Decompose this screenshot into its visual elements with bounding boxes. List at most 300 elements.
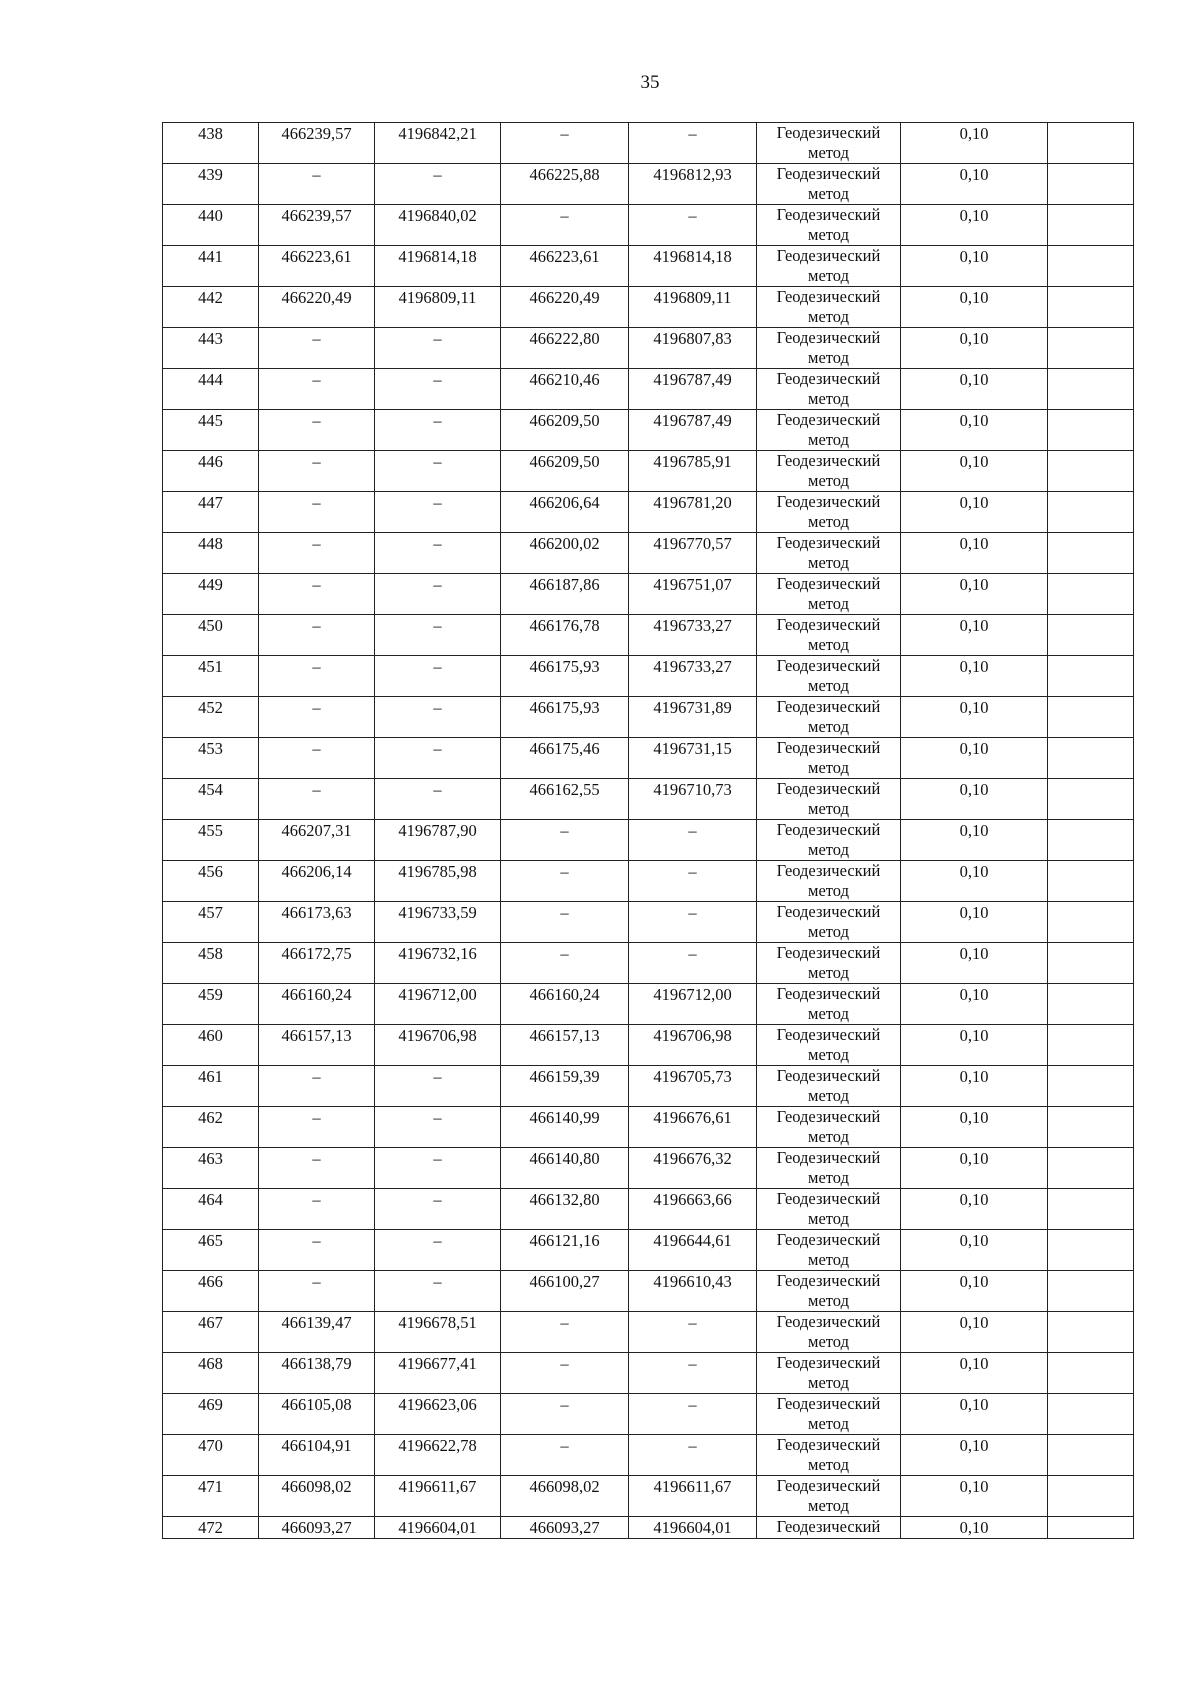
refined-x-cell: – [501, 902, 629, 943]
method-line1: Геодезический [776, 1394, 881, 1413]
accuracy-cell: 0,10 [901, 902, 1048, 943]
refined-x-cell: 466210,46 [501, 369, 629, 410]
method-line2: метод [808, 1332, 849, 1351]
existing-x-cell: – [259, 492, 375, 533]
accuracy-cell: 0,10 [901, 1476, 1048, 1517]
existing-x-cell: 466139,47 [259, 1312, 375, 1353]
refined-x-cell: – [501, 943, 629, 984]
refined-x-cell: – [501, 123, 629, 164]
method-line2: метод [808, 512, 849, 531]
method-line2: метод [808, 1004, 849, 1023]
refined-x-cell: 466098,02 [501, 1476, 629, 1517]
method-line2: метод [808, 881, 849, 900]
description-cell [1048, 246, 1134, 287]
existing-y-cell: – [375, 574, 501, 615]
method-line2: метод [808, 553, 849, 572]
method-line1: Геодезический [776, 1353, 881, 1372]
description-cell [1048, 1312, 1134, 1353]
method-line2: метод [808, 1455, 849, 1474]
existing-y-cell: – [375, 164, 501, 205]
point-number-cell: 438 [163, 123, 259, 164]
method-line2: метод [808, 1291, 849, 1310]
existing-x-cell: 466223,61 [259, 246, 375, 287]
table-row [163, 1476, 1134, 1517]
existing-y-cell: – [375, 533, 501, 574]
method-line1: Геодезический [776, 369, 881, 388]
description-cell [1048, 1066, 1134, 1107]
accuracy-cell: 0,10 [901, 656, 1048, 697]
method-line1: Геодезический [776, 164, 881, 183]
refined-y-cell: 4196787,49 [629, 410, 757, 451]
refined-y-cell: 4196706,98 [629, 1025, 757, 1066]
method-cell [757, 1066, 901, 1107]
method-cell [757, 123, 901, 164]
refined-x-cell: 466157,13 [501, 1025, 629, 1066]
refined-x-cell: 466209,50 [501, 451, 629, 492]
refined-x-cell: – [501, 1353, 629, 1394]
table-row [163, 574, 1134, 615]
method-cell [757, 1025, 901, 1066]
existing-y-cell: 4196732,16 [375, 943, 501, 984]
method-line2: метод [808, 348, 849, 367]
method-line2: метод [808, 430, 849, 449]
existing-x-cell: 466157,13 [259, 1025, 375, 1066]
point-number-cell: 453 [163, 738, 259, 779]
refined-x-cell: 466175,93 [501, 697, 629, 738]
refined-x-cell: 466222,80 [501, 328, 629, 369]
existing-y-cell: 4196712,00 [375, 984, 501, 1025]
point-number-cell: 459 [163, 984, 259, 1025]
description-cell [1048, 902, 1134, 943]
refined-y-cell: – [629, 943, 757, 984]
method-line2: метод [808, 758, 849, 777]
refined-x-cell: 466176,78 [501, 615, 629, 656]
description-cell [1048, 1353, 1134, 1394]
table-row [163, 1517, 1134, 1539]
description-cell [1048, 615, 1134, 656]
method-line2: метод [808, 799, 849, 818]
refined-x-cell: 466162,55 [501, 779, 629, 820]
accuracy-cell: 0,10 [901, 1312, 1048, 1353]
description-cell [1048, 943, 1134, 984]
description-cell [1048, 1435, 1134, 1476]
existing-x-cell: – [259, 451, 375, 492]
accuracy-cell: 0,10 [901, 123, 1048, 164]
description-cell [1048, 1025, 1134, 1066]
method-line2: метод [808, 266, 849, 285]
refined-y-cell: 4196663,66 [629, 1189, 757, 1230]
method-line1: Геодезический [776, 1025, 881, 1044]
table-row [163, 902, 1134, 943]
table-row [163, 1435, 1134, 1476]
accuracy-cell: 0,10 [901, 1230, 1048, 1271]
existing-x-cell: 466239,57 [259, 205, 375, 246]
table-row [163, 1107, 1134, 1148]
refined-y-cell: 4196676,32 [629, 1148, 757, 1189]
description-cell [1048, 369, 1134, 410]
existing-x-cell: – [259, 1271, 375, 1312]
method-line1: Геодезический [776, 287, 881, 306]
description-cell [1048, 1189, 1134, 1230]
existing-y-cell: – [375, 738, 501, 779]
existing-x-cell: – [259, 1230, 375, 1271]
existing-y-cell: – [375, 1107, 501, 1148]
existing-y-cell: 4196809,11 [375, 287, 501, 328]
refined-x-cell: 466220,49 [501, 287, 629, 328]
refined-x-cell: 466223,61 [501, 246, 629, 287]
existing-y-cell: 4196842,21 [375, 123, 501, 164]
table-row [163, 287, 1134, 328]
method-cell [757, 1476, 901, 1517]
accuracy-cell: 0,10 [901, 164, 1048, 205]
existing-y-cell: 4196787,90 [375, 820, 501, 861]
point-number-cell: 451 [163, 656, 259, 697]
existing-y-cell: – [375, 1189, 501, 1230]
description-cell [1048, 287, 1134, 328]
method-line1: Геодезический [776, 451, 881, 470]
point-number-cell: 461 [163, 1066, 259, 1107]
accuracy-cell: 0,10 [901, 779, 1048, 820]
table-row [163, 123, 1134, 164]
table-row [163, 410, 1134, 451]
method-line1: Геодезический [776, 615, 881, 634]
existing-y-cell: – [375, 369, 501, 410]
method-line1: Геодезический [776, 1435, 881, 1454]
method-line2: метод [808, 1414, 849, 1433]
point-number-cell: 457 [163, 902, 259, 943]
method-cell [757, 1353, 901, 1394]
method-line2: метод [808, 1127, 849, 1146]
existing-x-cell: – [259, 1189, 375, 1230]
existing-x-cell: 466173,63 [259, 902, 375, 943]
method-line1: Геодезический [776, 861, 881, 880]
refined-x-cell: 466100,27 [501, 1271, 629, 1312]
existing-x-cell: 466172,75 [259, 943, 375, 984]
table-row [163, 697, 1134, 738]
table-row [163, 779, 1134, 820]
accuracy-cell: 0,10 [901, 1271, 1048, 1312]
refined-y-cell: – [629, 205, 757, 246]
refined-y-cell: – [629, 1394, 757, 1435]
method-line1: Геодезический [776, 779, 881, 798]
refined-x-cell: 466140,99 [501, 1107, 629, 1148]
refined-y-cell: 4196644,61 [629, 1230, 757, 1271]
refined-y-cell: – [629, 123, 757, 164]
table-row [163, 1148, 1134, 1189]
method-line1: Геодезический [776, 820, 881, 839]
method-line1: Геодезический [776, 1189, 881, 1208]
description-cell [1048, 328, 1134, 369]
existing-y-cell: – [375, 451, 501, 492]
description-cell [1048, 1394, 1134, 1435]
method-line2: метод [808, 471, 849, 490]
method-cell [757, 1312, 901, 1353]
method-cell [757, 533, 901, 574]
point-number-cell: 458 [163, 943, 259, 984]
accuracy-cell: 0,10 [901, 820, 1048, 861]
existing-x-cell: – [259, 779, 375, 820]
method-line2: метод [808, 594, 849, 613]
existing-y-cell: – [375, 328, 501, 369]
refined-y-cell: – [629, 1435, 757, 1476]
table-body [163, 123, 1134, 1539]
existing-x-cell: 466220,49 [259, 287, 375, 328]
existing-y-cell: 4196706,98 [375, 1025, 501, 1066]
method-cell [757, 1107, 901, 1148]
refined-x-cell: – [501, 1312, 629, 1353]
existing-y-cell: 4196677,41 [375, 1353, 501, 1394]
refined-x-cell: – [501, 861, 629, 902]
description-cell [1048, 697, 1134, 738]
point-number-cell: 462 [163, 1107, 259, 1148]
refined-x-cell: 466132,80 [501, 1189, 629, 1230]
point-number-cell: 452 [163, 697, 259, 738]
refined-y-cell: 4196610,43 [629, 1271, 757, 1312]
refined-y-cell: 4196712,00 [629, 984, 757, 1025]
existing-y-cell: – [375, 410, 501, 451]
accuracy-cell: 0,10 [901, 1107, 1048, 1148]
method-line2: метод [808, 1373, 849, 1392]
point-number-cell: 441 [163, 246, 259, 287]
existing-x-cell: – [259, 410, 375, 451]
coordinates-table [162, 122, 1134, 1539]
method-cell [757, 779, 901, 820]
table-row [163, 205, 1134, 246]
description-cell [1048, 820, 1134, 861]
refined-y-cell: 4196809,11 [629, 287, 757, 328]
existing-y-cell: 4196611,67 [375, 1476, 501, 1517]
point-number-cell: 455 [163, 820, 259, 861]
existing-x-cell: – [259, 697, 375, 738]
method-line1: Геодезический [776, 1066, 881, 1085]
description-cell [1048, 1476, 1134, 1517]
refined-x-cell: 466225,88 [501, 164, 629, 205]
description-cell [1048, 1230, 1134, 1271]
method-line1: Геодезический [776, 328, 881, 347]
method-line1: Геодезический [776, 1230, 881, 1249]
accuracy-cell: 0,10 [901, 1148, 1048, 1189]
point-number-cell: 446 [163, 451, 259, 492]
refined-x-cell: 466175,93 [501, 656, 629, 697]
method-line1: Геодезический [776, 1148, 881, 1167]
method-line2: метод [808, 307, 849, 326]
point-number-cell: 442 [163, 287, 259, 328]
refined-y-cell: 4196733,27 [629, 656, 757, 697]
method-cell [757, 984, 901, 1025]
description-cell [1048, 451, 1134, 492]
existing-x-cell: 466160,24 [259, 984, 375, 1025]
method-cell [757, 1189, 901, 1230]
existing-x-cell: 466093,27 [259, 1517, 375, 1539]
accuracy-cell: 0,10 [901, 410, 1048, 451]
method-line2: метод [808, 1250, 849, 1269]
table-row [163, 738, 1134, 779]
existing-x-cell: – [259, 1066, 375, 1107]
existing-x-cell: 466098,02 [259, 1476, 375, 1517]
accuracy-cell: 0,10 [901, 287, 1048, 328]
accuracy-cell: 0,10 [901, 533, 1048, 574]
accuracy-cell: 0,10 [901, 492, 1048, 533]
existing-y-cell: – [375, 1271, 501, 1312]
existing-y-cell: – [375, 615, 501, 656]
refined-y-cell: – [629, 902, 757, 943]
description-cell [1048, 492, 1134, 533]
existing-x-cell: – [259, 369, 375, 410]
refined-x-cell: 466206,64 [501, 492, 629, 533]
existing-y-cell: – [375, 656, 501, 697]
existing-y-cell: – [375, 1230, 501, 1271]
refined-y-cell: – [629, 861, 757, 902]
table-row [163, 943, 1134, 984]
method-line1: Геодезический [776, 205, 881, 224]
point-number-cell: 450 [163, 615, 259, 656]
accuracy-cell: 0,10 [901, 697, 1048, 738]
existing-x-cell: 466105,08 [259, 1394, 375, 1435]
accuracy-cell: 0,10 [901, 369, 1048, 410]
refined-y-cell: – [629, 820, 757, 861]
method-line2: метод [808, 635, 849, 654]
refined-y-cell: 4196787,49 [629, 369, 757, 410]
description-cell [1048, 164, 1134, 205]
method-line2: метод [808, 1168, 849, 1187]
point-number-cell: 445 [163, 410, 259, 451]
method-line1: Геодезический [776, 492, 881, 511]
table-row [163, 861, 1134, 902]
method-line2: метод [808, 1045, 849, 1064]
method-cell [757, 574, 901, 615]
table-row [163, 451, 1134, 492]
refined-y-cell: 4196807,83 [629, 328, 757, 369]
accuracy-cell: 0,10 [901, 738, 1048, 779]
method-line2: метод [808, 225, 849, 244]
existing-y-cell: 4196623,06 [375, 1394, 501, 1435]
accuracy-cell: 0,10 [901, 1353, 1048, 1394]
method-line2: метод [808, 1209, 849, 1228]
method-line2: метод [808, 184, 849, 203]
point-number-cell: 472 [163, 1517, 259, 1539]
refined-y-cell: 4196710,73 [629, 779, 757, 820]
method-cell [757, 451, 901, 492]
refined-y-cell: 4196611,67 [629, 1476, 757, 1517]
existing-x-cell: 466207,31 [259, 820, 375, 861]
accuracy-cell: 0,10 [901, 574, 1048, 615]
point-number-cell: 460 [163, 1025, 259, 1066]
method-line2: метод [808, 1086, 849, 1105]
existing-y-cell: 4196814,18 [375, 246, 501, 287]
existing-x-cell: – [259, 738, 375, 779]
refined-y-cell: 4196785,91 [629, 451, 757, 492]
method-cell [757, 205, 901, 246]
point-number-cell: 449 [163, 574, 259, 615]
accuracy-cell: 0,10 [901, 1517, 1048, 1539]
description-cell [1048, 123, 1134, 164]
existing-y-cell: 4196604,01 [375, 1517, 501, 1539]
method-line2: метод [808, 963, 849, 982]
point-number-cell: 463 [163, 1148, 259, 1189]
refined-x-cell: – [501, 205, 629, 246]
method-line1: Геодезический [776, 123, 881, 142]
method-line2: метод [808, 840, 849, 859]
table-row [163, 1394, 1134, 1435]
method-cell [757, 287, 901, 328]
existing-y-cell: – [375, 1148, 501, 1189]
method-cell [757, 246, 901, 287]
method-cell [757, 902, 901, 943]
method-cell [757, 328, 901, 369]
method-line1: Геодезический [776, 1107, 881, 1126]
point-number-cell: 468 [163, 1353, 259, 1394]
description-cell [1048, 738, 1134, 779]
method-line1: Геодезический [776, 1517, 881, 1536]
point-number-cell: 470 [163, 1435, 259, 1476]
table-row [163, 164, 1134, 205]
method-cell [757, 738, 901, 779]
accuracy-cell: 0,10 [901, 205, 1048, 246]
method-line2: метод [808, 143, 849, 162]
method-cell [757, 1271, 901, 1312]
refined-y-cell: 4196751,07 [629, 574, 757, 615]
method-cell [757, 410, 901, 451]
description-cell [1048, 984, 1134, 1025]
existing-x-cell: – [259, 328, 375, 369]
accuracy-cell: 0,10 [901, 984, 1048, 1025]
method-line1: Геодезический [776, 1271, 881, 1290]
method-cell [757, 943, 901, 984]
description-cell [1048, 205, 1134, 246]
table-row [163, 533, 1134, 574]
accuracy-cell: 0,10 [901, 1066, 1048, 1107]
existing-x-cell: 466138,79 [259, 1353, 375, 1394]
method-line1: Геодезический [776, 984, 881, 1003]
point-number-cell: 448 [163, 533, 259, 574]
method-cell [757, 656, 901, 697]
description-cell [1048, 533, 1134, 574]
existing-x-cell: 466239,57 [259, 123, 375, 164]
point-number-cell: 465 [163, 1230, 259, 1271]
method-cell [757, 369, 901, 410]
refined-y-cell: 4196676,61 [629, 1107, 757, 1148]
existing-y-cell: – [375, 779, 501, 820]
description-cell [1048, 656, 1134, 697]
refined-x-cell: 466175,46 [501, 738, 629, 779]
refined-x-cell: 466209,50 [501, 410, 629, 451]
refined-y-cell: 4196733,27 [629, 615, 757, 656]
point-number-cell: 447 [163, 492, 259, 533]
point-number-cell: 439 [163, 164, 259, 205]
refined-x-cell: 466187,86 [501, 574, 629, 615]
accuracy-cell: 0,10 [901, 1394, 1048, 1435]
accuracy-cell: 0,10 [901, 861, 1048, 902]
method-cell [757, 697, 901, 738]
table-row [163, 369, 1134, 410]
refined-x-cell: 466159,39 [501, 1066, 629, 1107]
refined-y-cell: 4196731,89 [629, 697, 757, 738]
method-cell [757, 1517, 901, 1539]
description-cell [1048, 1148, 1134, 1189]
existing-x-cell: – [259, 615, 375, 656]
point-number-cell: 443 [163, 328, 259, 369]
description-cell [1048, 410, 1134, 451]
existing-x-cell: 466206,14 [259, 861, 375, 902]
method-line1: Геодезический [776, 574, 881, 593]
point-number-cell: 471 [163, 1476, 259, 1517]
refined-x-cell: – [501, 1394, 629, 1435]
description-cell [1048, 779, 1134, 820]
existing-x-cell: – [259, 656, 375, 697]
table-row [163, 1025, 1134, 1066]
refined-x-cell: 466160,24 [501, 984, 629, 1025]
refined-y-cell: 4196781,20 [629, 492, 757, 533]
